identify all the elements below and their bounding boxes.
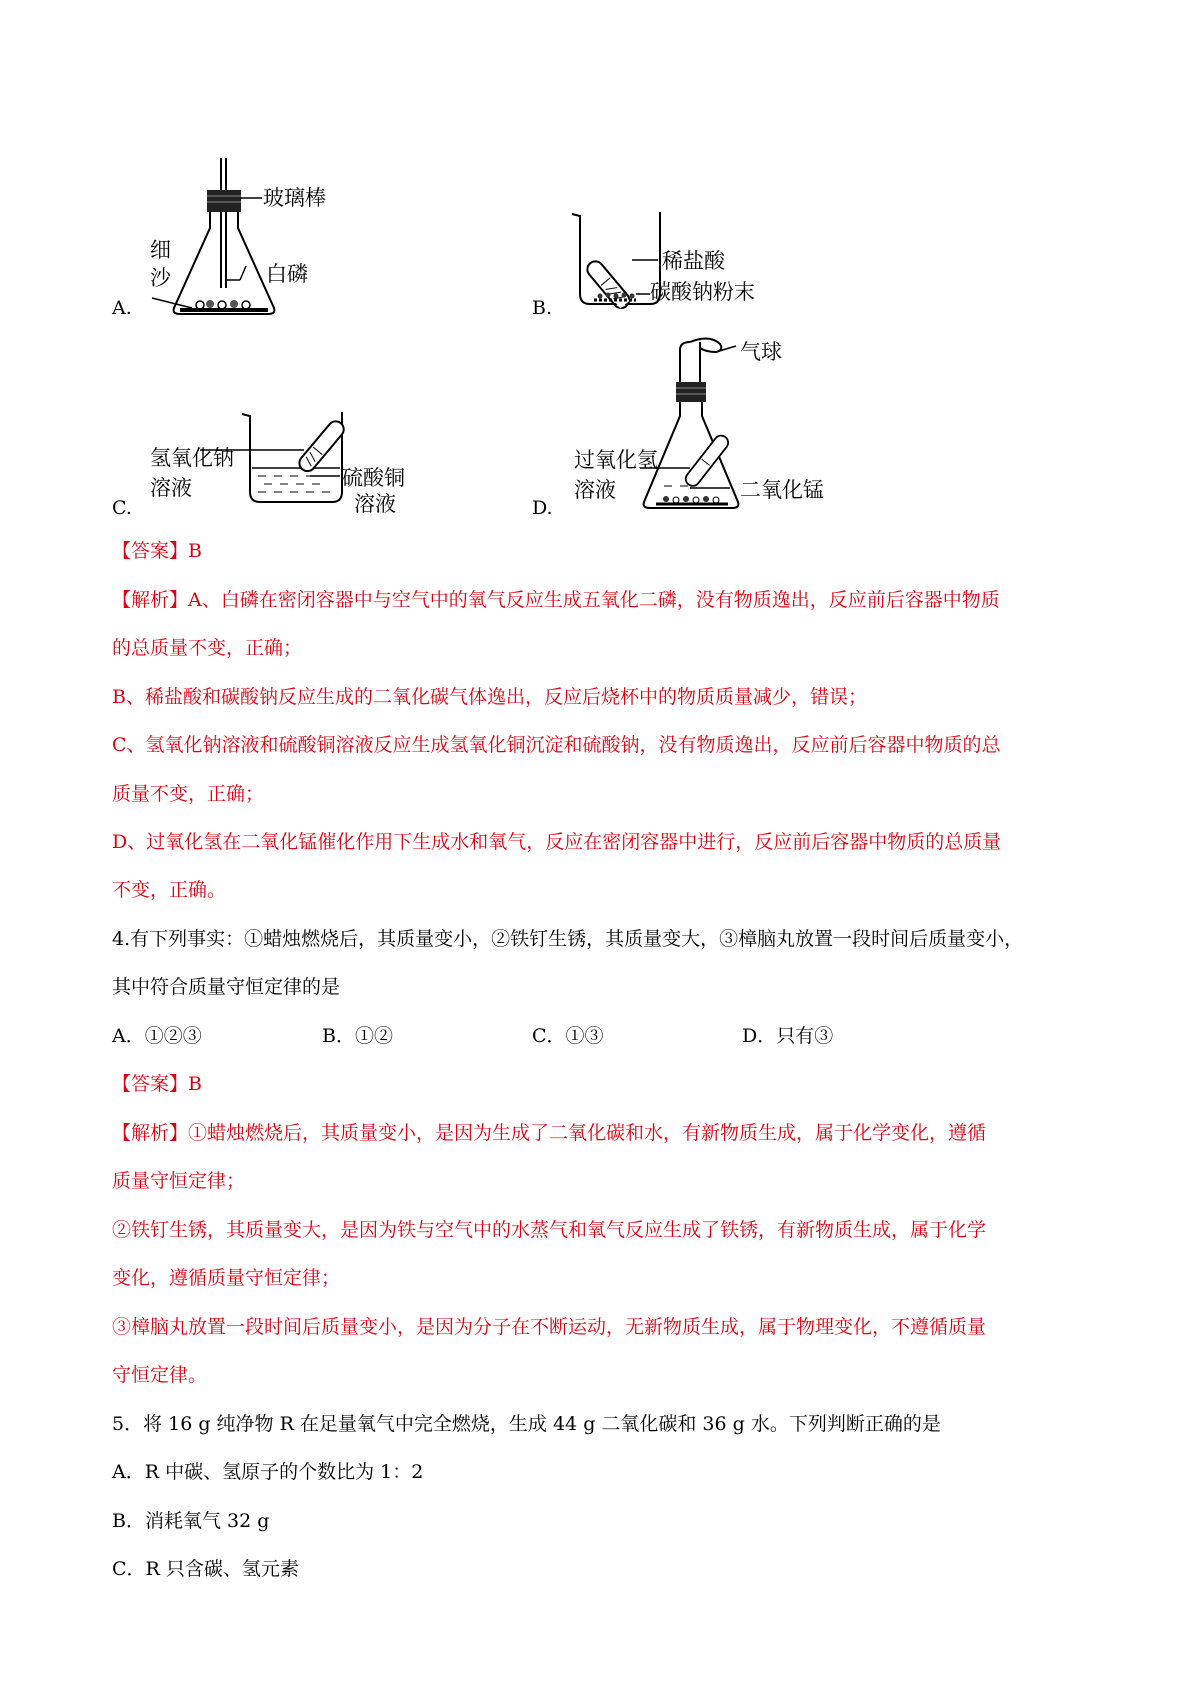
label-cuso4-2: 溶液 [354,492,396,516]
q3-analysis-line: 不变，正确。 [112,879,227,901]
q4-analysis-line: 【解析】①蜡烛燃烧后，其质量变小，是因为生成了二氧化碳和水，有新物质生成，属于化学变化，遵循 [112,1122,987,1144]
q3-analysis-line: D、过氧化氢在二氧化锰催化作用下生成水和氧气，反应在密闭容器中进行，反应前后容器中物质的总质量 [112,831,1002,853]
q4-analysis-line: ③樟脑丸放置一段时间后质量变小，是因为分子在不断运动，无新物质生成，属于物理变化，不遵循质量 [112,1316,987,1338]
label-h2o2-2: 溶液 [574,478,616,502]
q4-stem-line: 4.有下列事实：①蜡烛燃烧后，其质量变小，②铁钉生锈，其质量变大，③樟脑丸放置一段时间后质量变小， [112,928,1024,950]
label-cuso4-1: 硫酸铜 [342,466,405,490]
option-c-letter: C. [112,497,132,519]
q4-analysis-line: 守恒定律。 [112,1364,208,1386]
label-naoh-2: 溶液 [150,476,192,500]
q4-option-c: C．①③ [532,1025,604,1047]
q4-option-a: A．①②③ [112,1025,202,1047]
q3-analysis-line: B、稀盐酸和碳酸钠反应生成的二氧化碳气体逸出，反应后烧杯中的物质质量减少，错误； [112,686,867,708]
q3-analysis-line: C、氢氧化钠溶液和硫酸铜溶液反应生成氢氧化铜沉淀和硫酸钠，没有物质逸出，反应前后容器中物质的总 [112,734,1001,756]
label-naoh-1: 氢氧化钠 [150,446,234,470]
q5-option-b: B．消耗氧气 32 g [112,1510,270,1532]
q3-analysis-line: 的总质量不变，正确； [112,637,303,659]
label-dilute-hcl: 稀盐酸 [662,249,725,273]
q4-option-d: D．只有③ [742,1025,834,1047]
label-white-phosphorus: 白磷 [266,262,308,286]
q5-option-a: A．R 中碳、氢原子的个数比为 1：2 [112,1461,424,1483]
label-sand-1: 细 [150,238,171,262]
q4-analysis-line: 变化，遵循质量守恒定律； [112,1267,341,1289]
q3-answer: 【答案】B [112,540,202,562]
label-h2o2-1: 过氧化氢 [574,448,658,472]
option-b-letter: B. [532,297,553,319]
label-glass-rod: 玻璃棒 [263,186,326,210]
q4-analysis-line: 质量守恒定律； [112,1170,246,1192]
q3-analysis-line: 质量不变，正确； [112,783,265,805]
label-sodium-carbonate-powder: 碳酸钠粉末 [650,280,755,304]
option-a-letter: A. [112,297,132,319]
label-balloon: 气球 [740,340,782,364]
q4-stem-line: 其中符合质量守恒定律的是 [112,976,341,998]
flask-a-diagram [150,158,310,318]
q4-analysis-line: ②铁钉生锈，其质量变大，是因为铁与空气中的水蒸气和氧气反应生成了铁锈，有新物质生成，属于化学 [112,1219,987,1241]
q5-stem: 5．将 16 g 纯净物 R 在足量氧气中完全燃烧，生成 44 g 二氧化碳和 36 g 水。下列判断正确的是 [112,1413,941,1435]
label-sand-2: 沙 [150,266,171,290]
label-mno2: 二氧化锰 [740,478,824,502]
q4-answer: 【答案】B [112,1073,202,1095]
option-d-letter: D. [532,497,553,519]
q3-analysis-line: 【解析】A、白磷在密闭容器中与空气中的氧气反应生成五氧化二磷，没有物质逸出，反应前后容器中物质 [112,589,1000,611]
q5-option-c: C．R 只含碳、氢元素 [112,1558,299,1580]
q4-option-b: B．①② [322,1025,393,1047]
